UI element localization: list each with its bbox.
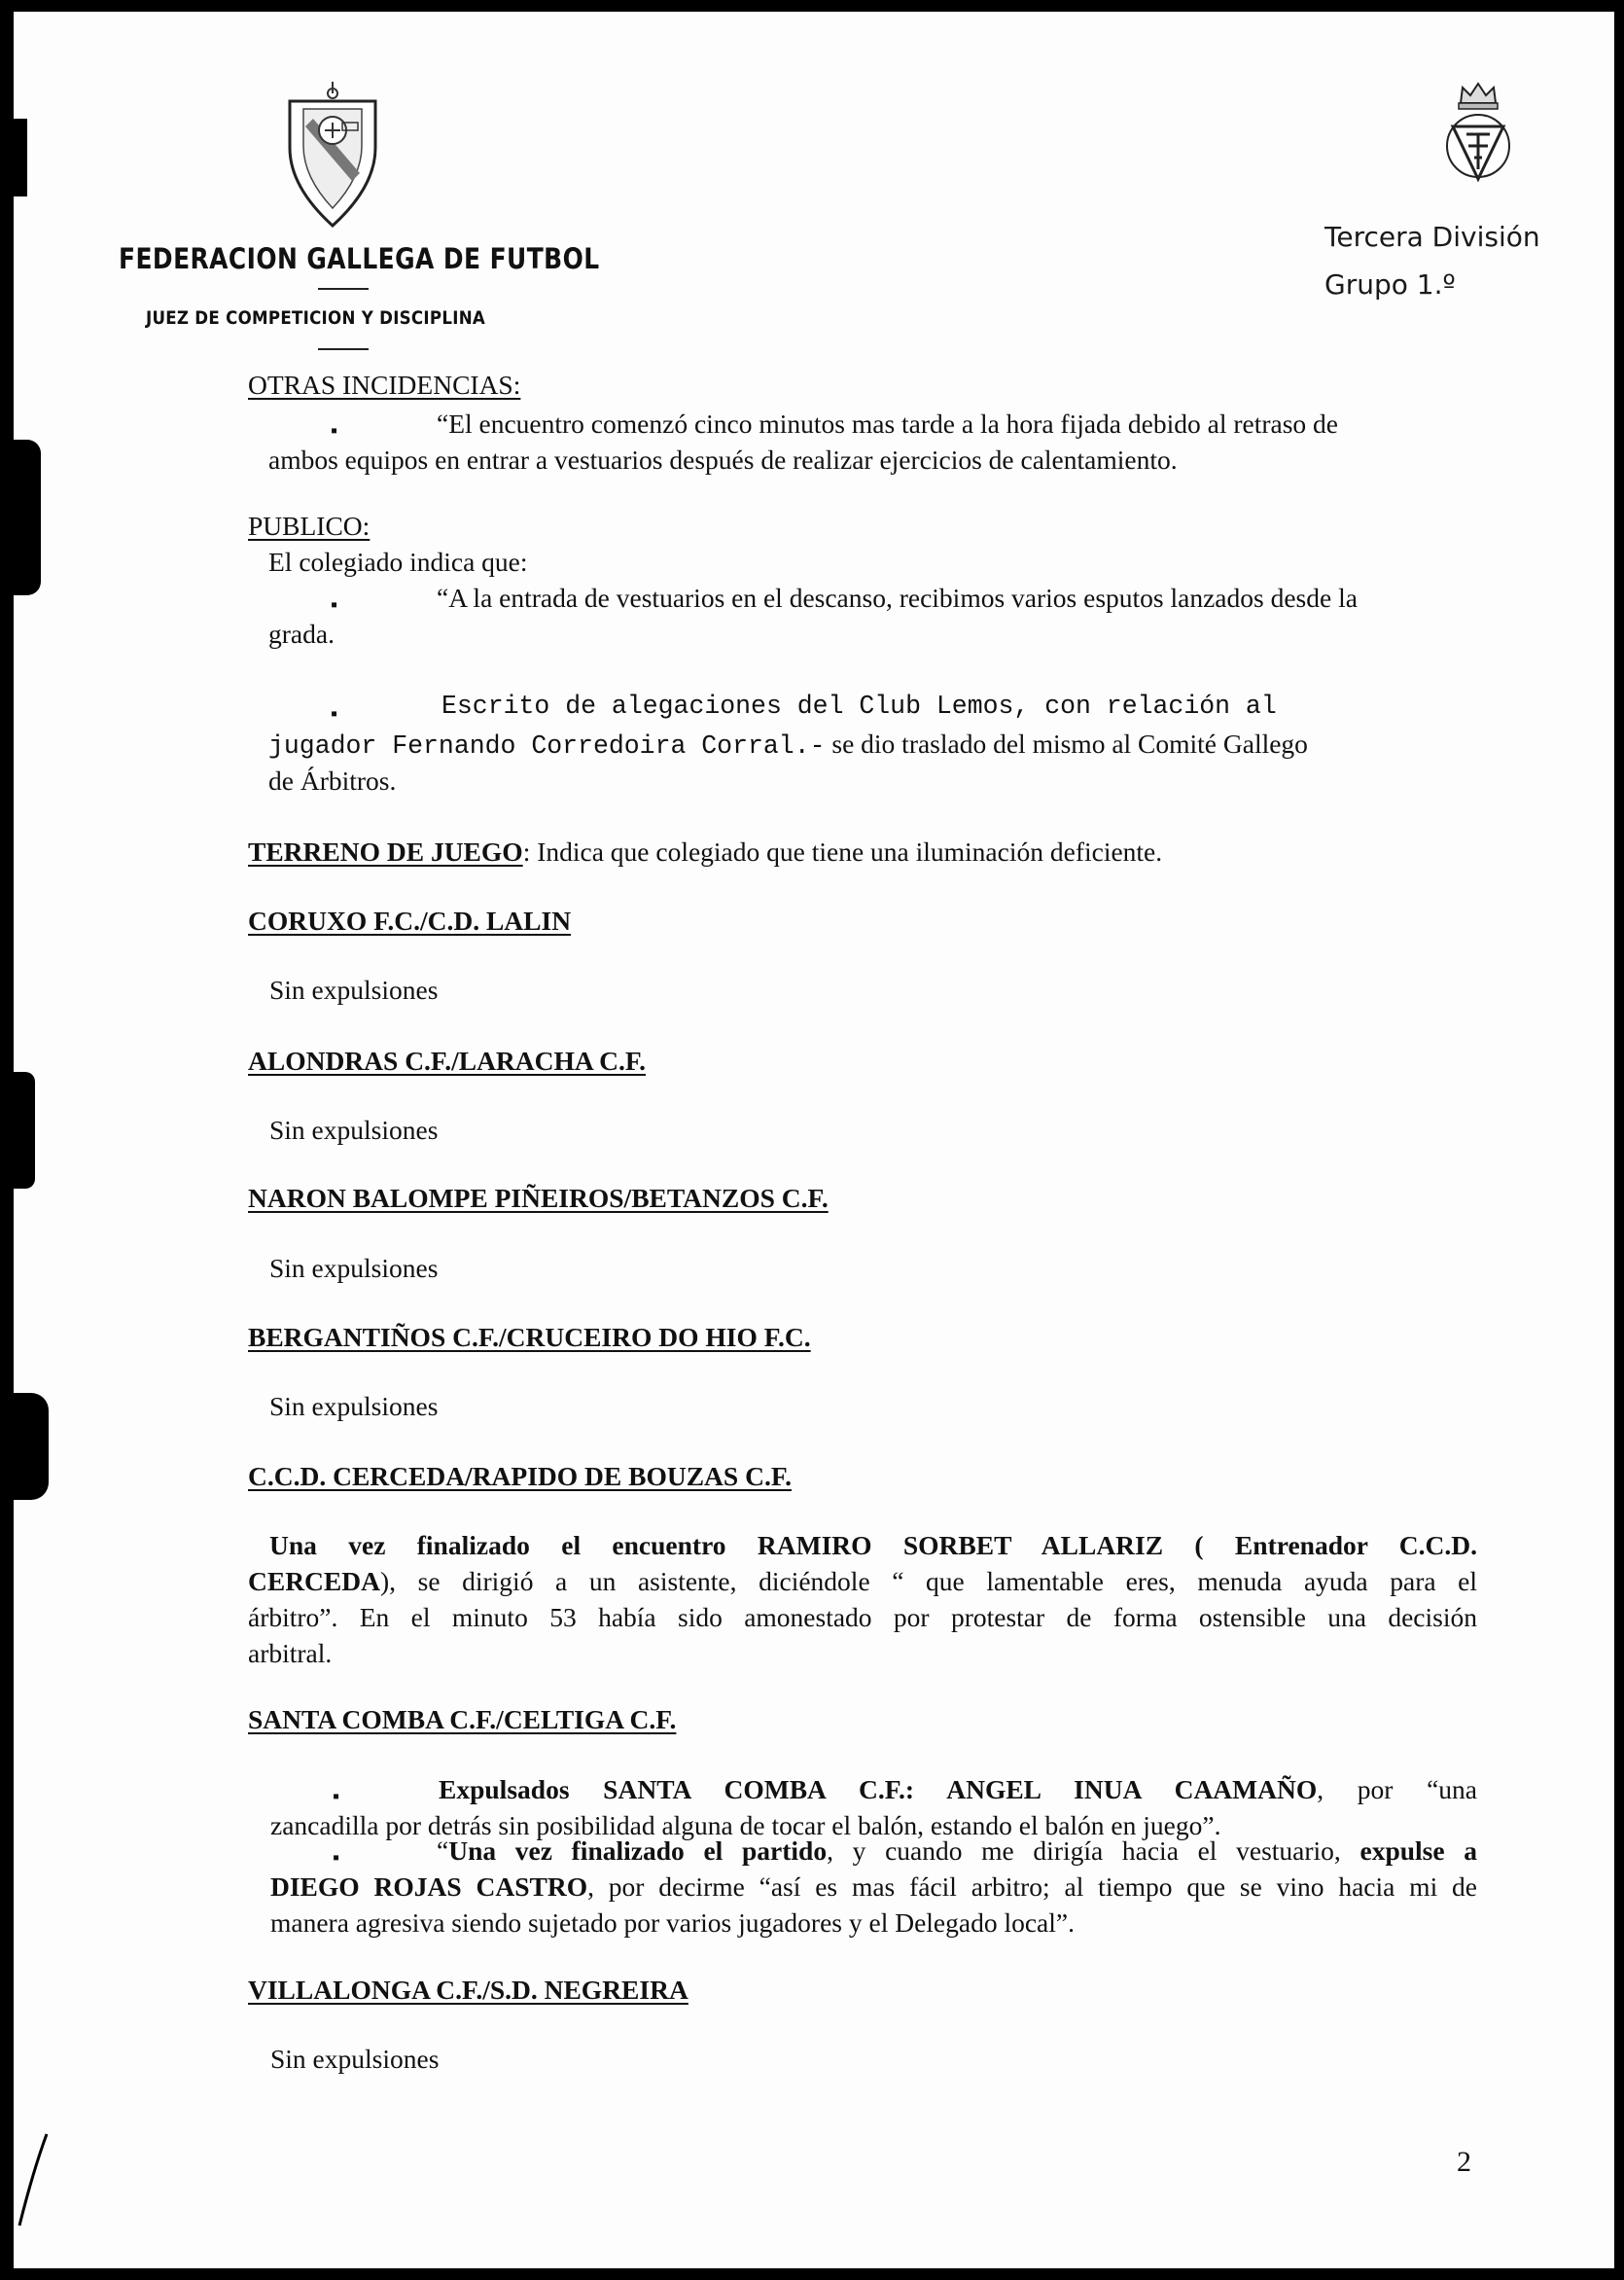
paragraph-line (248, 1563, 1477, 1599)
terreno-heading: TERRENO DE JUEGO (248, 837, 523, 867)
terreno-line (248, 834, 1162, 870)
match-result: Sin expulsiones (269, 1253, 439, 1283)
bold-text: expulse a (1359, 1835, 1478, 1866)
federacion-gallega-shield-logo (284, 80, 381, 231)
federation-subtitle: JUEZ DE COMPETICION Y DISCIPLINA (146, 308, 486, 329)
mono-text: jugador Fernando Corredoira Corral.- (268, 731, 826, 761)
paragraph-line: Una vez finalizado el encuentro RAMIRO SORBET ALLARIZ ( Entrenador C.C.D. (269, 1530, 1477, 1560)
scan-artifact (14, 2132, 53, 2229)
paragraph-line: ambos equipos en entrar a vestuarios después de realizar ejercicios de calentamiento. (268, 445, 1178, 475)
text: ), se dirigió a un asistente, diciéndole “ que lamentable eres, menuda ayuda para el (379, 1566, 1477, 1596)
division-label: Tercera División (1324, 221, 1540, 253)
text: , y cuando me dirigía hacia el vestuario, (827, 1835, 1360, 1866)
paragraph-line (439, 1771, 1477, 1807)
paragraph-line (270, 1869, 1477, 1905)
match-heading: SANTA COMBA C.F./CELTIGA C.F. (248, 1704, 677, 1734)
bold-text: Una vez finalizado el partido (448, 1835, 828, 1866)
match-result: Sin expulsiones (269, 1115, 439, 1145)
document-page (14, 12, 1614, 2268)
text: se dio traslado del mismo al Comité Gallego (825, 729, 1308, 759)
scan-artifact (14, 1072, 35, 1189)
paragraph-line: “El encuentro comenzó cinco minutos mas tarde a la hora fijada debido al retraso de (437, 409, 1338, 439)
match-result: Sin expulsiones (269, 1391, 439, 1421)
bold-text: CERCEDA (248, 1566, 380, 1596)
publico-heading: PUBLICO: (248, 511, 371, 541)
match-heading: BERGANTIÑOS C.F./CRUCEIRO DO HIO F.C. (248, 1322, 811, 1352)
divider (318, 288, 369, 290)
scan-artifact (14, 119, 27, 196)
paragraph-line (437, 1833, 1477, 1869)
divider (318, 348, 369, 350)
scan-artifact (14, 1393, 49, 1500)
bullet-icon: ▪ (331, 703, 338, 725)
paragraph-line: árbitro”. En el minuto 53 había sido amonestado por protestar de forma ostensible una decisión (248, 1602, 1477, 1632)
match-heading: VILLALONGA C.F./S.D. NEGREIRA (248, 1975, 688, 2005)
bold-text: Expulsados SANTA COMBA C.F.: ANGEL INUA CAAMAÑO (439, 1774, 1318, 1804)
paragraph-line: zancadilla por detrás sin posibilidad alguna de tocar el balón, estando el balón en juego”. (270, 1810, 1221, 1840)
bullet-icon: ▪ (331, 594, 338, 616)
match-result: Sin expulsiones (269, 975, 439, 1005)
bullet-icon: ▪ (333, 1847, 340, 1869)
page-number: 2 (1457, 2146, 1471, 2178)
paragraph-line: Escrito de alegaciones del Club Lemos, con relación al (441, 692, 1277, 721)
bullet-icon: ▪ (333, 1786, 340, 1807)
paragraph-line: de Árbitros. (268, 766, 397, 796)
match-heading: ALONDRAS C.F./LARACHA C.F. (248, 1046, 646, 1076)
rfef-crown-logo (1439, 76, 1517, 193)
paragraph-line: arbitral. (248, 1638, 333, 1668)
paragraph-line: manera agresiva siendo sujetado por varios jugadores y el Delegado local”. (270, 1907, 1075, 1938)
bullet-icon: ▪ (331, 420, 338, 442)
bold-text: DIEGO ROJAS CASTRO (270, 1871, 588, 1902)
text: , por “una (1317, 1774, 1477, 1804)
paragraph-line: “A la entrada de vestuarios en el descanso, recibimos varios esputos lanzados desde la (437, 583, 1358, 613)
text: , por decirme “así es mas fácil arbitro; al tiempo que se vino hacia mi de (587, 1871, 1477, 1902)
paragraph-line: El colegiado indica que: (268, 547, 528, 577)
scan-artifact (14, 440, 41, 595)
text: “ (437, 1835, 449, 1866)
paragraph-line (268, 726, 1308, 765)
match-heading: NARON BALOMPE PIÑEIROS/BETANZOS C.F. (248, 1183, 829, 1213)
otras-incidencias-heading: OTRAS INCIDENCIAS: (248, 370, 521, 400)
paragraph-line: grada. (268, 619, 335, 649)
match-heading: C.C.D. CERCEDA/RAPIDO DE BOUZAS C.F. (248, 1461, 792, 1491)
match-heading: CORUXO F.C./C.D. LALIN (248, 906, 572, 936)
group-label: Grupo 1.º (1324, 268, 1456, 301)
federation-name: FEDERACION GALLEGA DE FUTBOL (119, 242, 600, 275)
text: : Indica que colegiado que tiene una iluminación deficiente. (522, 837, 1163, 867)
match-result: Sin expulsiones (270, 2044, 440, 2074)
